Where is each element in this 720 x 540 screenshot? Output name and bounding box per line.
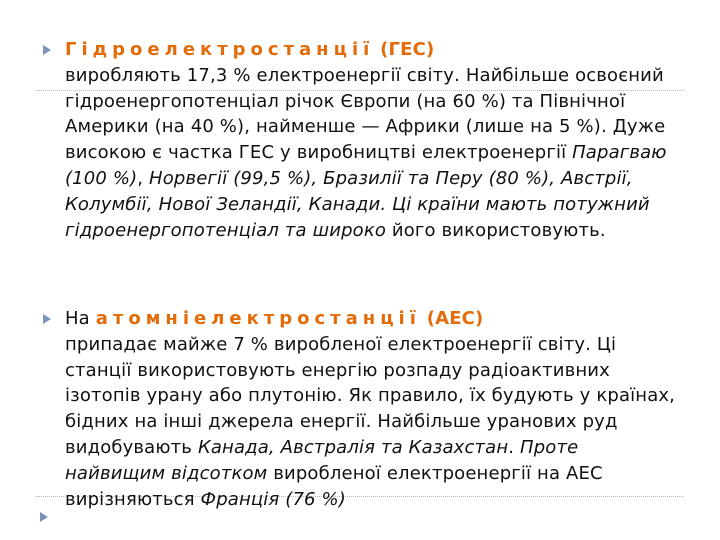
hydro-italic-1: Парагваю (100 %)	[65, 142, 667, 189]
nuclear-abbr: (АЕС)	[426, 308, 484, 329]
nuclear-italic-3: Франція (76 %)	[200, 488, 346, 510]
nuclear-title: атомніелектростанції	[95, 308, 421, 329]
bullet-icon-empty	[40, 512, 48, 522]
hydro-text-1: виробляють 17,3 % електроенергії світу. Найбільше освоєний гідроенергопотенціал річок Європи (на 60 %) та Північної Америки (на 40 %), найменше — Африки (лише на 5 %). Дуже високою є частка ГЕС у виробництві електроенергії	[65, 64, 666, 164]
bullet-icon	[43, 45, 51, 55]
bullet-item-hydro	[65, 37, 683, 243]
bullet-icon	[43, 314, 51, 324]
hydro-title: Гідроелектростанції	[65, 39, 375, 60]
nuclear-italic-1: Канада, Австралія та Казахстан	[197, 436, 509, 458]
nuclear-text-3: виробленої електроенергії на АЕС вирізняються	[65, 462, 603, 510]
hydro-text-2: ,	[137, 167, 150, 189]
nuclear-italic-2: Проте найвищим відсотком	[65, 436, 579, 484]
hydro-abbr: (ГЕС)	[380, 39, 435, 60]
hydro-italic-2: Норвегії (99,5 %), Бразилії та Перу (80 %), Австрії, Колумбії, Нової Зеландії, Канади. Ці країни мають потужний гідроенергопотенціал та широко	[65, 167, 650, 241]
nuclear-prefix: На	[65, 308, 96, 329]
nuclear-text-1: припадає майже 7 % виробленої електроенергії світу. Ці станції використовують енергію розпаду радіоактивних ізотопів урану або плутонію. Як правило, їх будують у країнах, бідних на інші джерела енергії. Найбільше уранових руд видобувають	[65, 333, 676, 458]
hydro-text-3: його використовують.	[386, 219, 606, 241]
bullet-item-nuclear	[65, 306, 683, 512]
nuclear-text-2: .	[508, 436, 521, 458]
